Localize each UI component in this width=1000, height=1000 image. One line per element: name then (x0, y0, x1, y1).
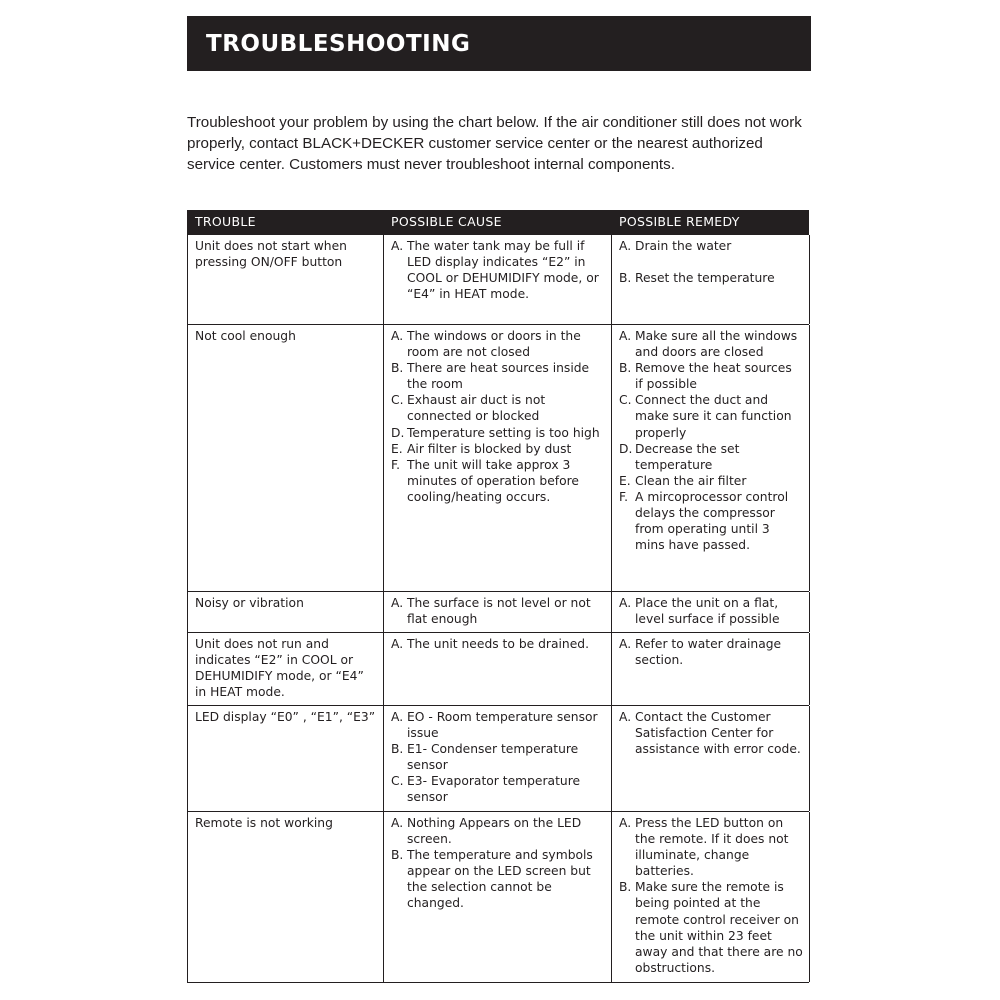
cause-item (391, 392, 605, 424)
item-letter: B. (619, 271, 632, 286)
possible-remedy-cell (612, 592, 810, 632)
table-header-row (187, 210, 809, 235)
item-text: The temperature and symbols appear on the LED screen but the selection cannot be changed. (407, 848, 593, 911)
item-text: Place the unit on a flat, level surface if possible (635, 596, 780, 627)
remedy-item (619, 360, 803, 392)
item-letter: E. (391, 441, 403, 456)
item-text: Exhaust air duct is not connected or blocked (407, 393, 546, 424)
item-letter: A. (619, 816, 632, 830)
remedy-item (619, 441, 803, 473)
cause-item (391, 238, 605, 302)
item-text: E1- Condenser temperature sensor (407, 742, 579, 773)
item-letter: C. (391, 393, 404, 408)
remedy-item (619, 815, 803, 879)
item-text: Air filter is blocked by dust (407, 441, 572, 456)
item-letter: A. (391, 710, 404, 724)
table-row (187, 633, 809, 706)
possible-cause-cell (384, 325, 612, 591)
possible-remedy-cell (612, 633, 810, 705)
cause-item (391, 773, 605, 805)
cause-item (391, 360, 605, 392)
cause-item (391, 709, 605, 741)
item-letter: E. (619, 473, 631, 488)
item-text: Nothing Appears on the LED screen. (407, 816, 582, 847)
possible-cause-cell (384, 592, 612, 632)
item-text: Press the LED button on the remote. If it does not illuminate, change batteries. (635, 816, 789, 879)
cause-item (391, 847, 605, 911)
cause-item (391, 425, 605, 441)
item-text: The windows or doors in the room are not closed (407, 329, 581, 360)
possible-cause-cell (384, 706, 612, 811)
spacer (619, 254, 803, 270)
item-letter: B. (391, 848, 404, 863)
item-text: The surface is not level or not flat enough (407, 596, 591, 627)
item-letter: D. (391, 425, 405, 440)
table-row (187, 325, 809, 592)
item-letter: A. (391, 596, 404, 610)
remedy-item (619, 489, 803, 553)
item-text: Drain the water (635, 239, 732, 253)
item-text: Refer to water drainage section. (635, 637, 782, 668)
item-letter: A. (619, 637, 632, 651)
item-letter: D. (619, 441, 633, 456)
remedy-item (619, 709, 803, 757)
item-text: There are heat sources inside the room (407, 361, 590, 392)
item-text: A mircoprocessor control delays the compressor from operating until 3 mins have passed. (635, 489, 789, 553)
item-text: E3- Evaporator temperature sensor (407, 774, 581, 805)
cause-item (391, 457, 605, 505)
item-text: EO - Room temperature sensor issue (407, 710, 598, 741)
item-letter: F. (619, 489, 629, 504)
item-letter: C. (391, 774, 404, 789)
item-text: Reset the temperature (635, 271, 775, 286)
trouble-cell: Unit does not run and indicates “E2” in COOL or DEHUMIDIFY mode, or “E4” in HEAT mode. (188, 633, 384, 705)
trouble-cell: Noisy or vibration (188, 592, 384, 632)
cause-item (391, 741, 605, 773)
table-row (187, 235, 809, 325)
column-header-trouble: TROUBLE (195, 214, 256, 229)
item-text: Clean the air filter (635, 473, 747, 488)
cause-item (391, 328, 605, 360)
table-row (187, 706, 809, 812)
item-text: Contact the Customer Satisfaction Center for assistance with error code. (635, 710, 801, 757)
item-letter: C. (619, 393, 632, 408)
section-header (187, 16, 811, 71)
remedy-item (619, 473, 803, 489)
item-letter: A. (619, 329, 632, 343)
remedy-item (619, 879, 803, 976)
item-text: Decrease the set temperature (635, 441, 740, 472)
cause-item (391, 441, 605, 457)
intro-paragraph: Troubleshoot your problem by using the chart below. If the air conditioner still does not work properly, contact BLACK+DECKER customer service center or the nearest authorized service center. Customers must never troubleshoot internal components. (187, 114, 802, 173)
trouble-cell: Unit does not start when pressing ON/OFF button (188, 235, 384, 324)
item-letter: B. (619, 880, 632, 895)
possible-remedy-cell (612, 812, 810, 982)
item-text: Remove the heat sources if possible (635, 361, 792, 392)
item-letter: A. (619, 710, 632, 724)
column-header-possible-remedy: POSSIBLE REMEDY (619, 214, 740, 229)
trouble-cell: Remote is not working (188, 812, 384, 982)
item-text: The unit will take approx 3 minutes of operation before cooling/heating occurs. (407, 457, 579, 504)
item-text: The unit needs to be drained. (407, 637, 589, 651)
possible-remedy-cell (612, 235, 810, 324)
cause-item (391, 815, 605, 847)
item-text: The water tank may be full if LED display indicates “E2” in COOL or DEHUMIDIFY mode, or “E4” in HEAT mode. (407, 239, 599, 302)
item-letter: A. (391, 239, 404, 253)
item-text: Temperature setting is too high (407, 425, 600, 440)
item-letter: A. (391, 329, 404, 343)
trouble-cell: Not cool enough (188, 325, 384, 591)
cause-item (391, 636, 605, 652)
item-text: Make sure all the windows and doors are closed (635, 329, 798, 360)
item-letter: A. (391, 637, 404, 651)
item-letter: F. (391, 457, 401, 472)
item-text: Make sure the remote is being pointed at the remote control receiver on the unit within 23 feet away and that there are no obstructions. (635, 880, 803, 975)
trouble-cell: LED display “E0” , “E1”, “E3” (188, 706, 384, 811)
table-body (187, 235, 809, 983)
remedy-item (619, 238, 803, 254)
item-text: Connect the duct and make sure it can function properly (635, 393, 792, 440)
cause-item (391, 595, 605, 627)
column-header-possible-cause: POSSIBLE CAUSE (391, 214, 502, 229)
possible-remedy-cell (612, 706, 810, 811)
table-row (187, 592, 809, 633)
item-letter: B. (391, 742, 404, 757)
item-letter: A. (391, 816, 404, 830)
item-letter: A. (619, 239, 632, 253)
troubleshooting-table (187, 210, 809, 983)
possible-cause-cell (384, 235, 612, 324)
possible-remedy-cell (612, 325, 810, 591)
table-row (187, 812, 809, 983)
item-letter: A. (619, 596, 632, 610)
possible-cause-cell (384, 633, 612, 705)
remedy-item (619, 328, 803, 360)
remedy-item (619, 595, 803, 627)
page-title: TROUBLESHOOTING (206, 31, 471, 57)
item-letter: B. (619, 361, 632, 376)
remedy-item (619, 636, 803, 668)
remedy-item (619, 392, 803, 440)
item-letter: B. (391, 361, 404, 376)
remedy-item (619, 270, 803, 286)
possible-cause-cell (384, 812, 612, 982)
